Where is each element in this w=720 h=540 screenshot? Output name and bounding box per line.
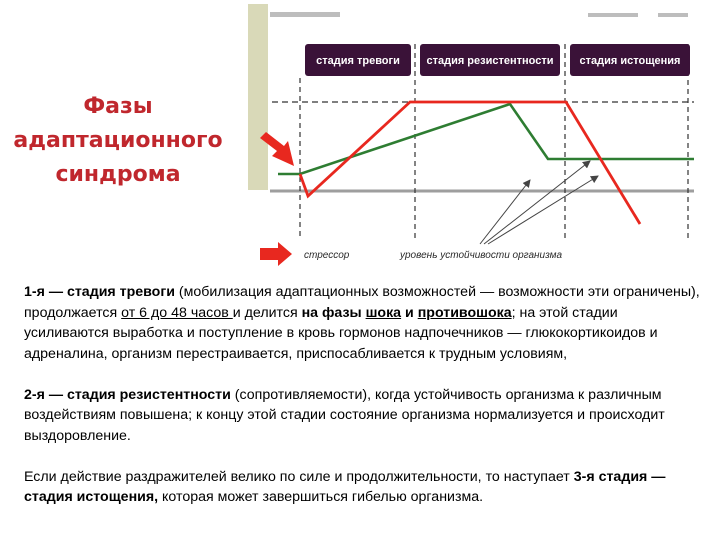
- title-line-1: Фазы: [83, 94, 153, 119]
- stage-1-heading: 1-я — стадия тревоги: [24, 284, 175, 300]
- paragraph-stage-2: [24, 385, 700, 447]
- top-bar-1: [270, 12, 340, 17]
- stage-label-alarm: стадия тревоги: [316, 55, 400, 67]
- page-title: [12, 90, 224, 192]
- stage-1-shock: шока: [365, 304, 402, 321]
- stages-description: [24, 282, 700, 508]
- stage-1-text-b: и делится: [232, 304, 302, 321]
- resistance-curve: [300, 102, 640, 224]
- legend-pointer-3: [488, 176, 598, 244]
- stage-1-text-a: (мобилизация адаптационных возможностей — возможности эти ограничены), продолжается: [24, 284, 700, 321]
- title-line-3: синдрома: [55, 162, 181, 187]
- adaptation-syndrome-diagram: [248, 4, 696, 270]
- stage-2-heading: 2-я — стадия резистентности: [24, 386, 231, 403]
- legend-resistance-level: уровень устойчивости организма: [400, 250, 563, 261]
- top-bar-3: [658, 13, 688, 17]
- stage-1-countershock: противошока: [417, 304, 512, 321]
- title-line-2: адаптационного: [13, 128, 223, 153]
- baseline-curve: [278, 104, 694, 174]
- legend-stressor: стрессор: [304, 250, 350, 261]
- stage-3-text-b: которая может завершиться гибелью организма.: [158, 489, 484, 505]
- paragraph-stage-1: [24, 282, 700, 364]
- legend-pointer-2: [484, 161, 590, 244]
- stage-label-exhaustion: стадия истощения: [579, 55, 681, 67]
- paragraph-stage-3: [24, 467, 700, 508]
- stage-1-phases: на фазы: [301, 304, 362, 321]
- stressor-legend-arrow: [260, 242, 292, 266]
- stage-label-resistance: стадия резистентности: [426, 55, 554, 67]
- paragraph-gap: [24, 446, 700, 467]
- stage-box-exhaustion: [570, 44, 690, 76]
- stage-box-resistance: [420, 44, 560, 76]
- paragraph-gap: [24, 364, 700, 385]
- stage-3-text-a: Если действие раздражителей велико по силе и продолжительности, то наступает: [24, 468, 574, 485]
- top-bar-2: [588, 13, 638, 17]
- stage-3-heading: 3-я стадия — стадия истощения,: [24, 468, 666, 505]
- left-panel-strip: [248, 4, 268, 190]
- stage-1-text-c: ; на этой стадии усиливаются выработка и поступление в кровь гормонов надпочечников — глюкокортикоидов и адреналина, организм перестраивается, приспосабливается к трудным условиям,: [24, 304, 658, 362]
- stage-1-duration: от 6 до 48 часов: [121, 304, 233, 321]
- stage-box-alarm: [305, 44, 411, 76]
- stage-2-text: (сопротивляемости), когда устойчивость организма к различным воздействиям повышена; к концу этой стадии состояние организма нормализуется и происходит выздоровление.: [24, 386, 665, 444]
- stage-1-and: и: [401, 304, 414, 321]
